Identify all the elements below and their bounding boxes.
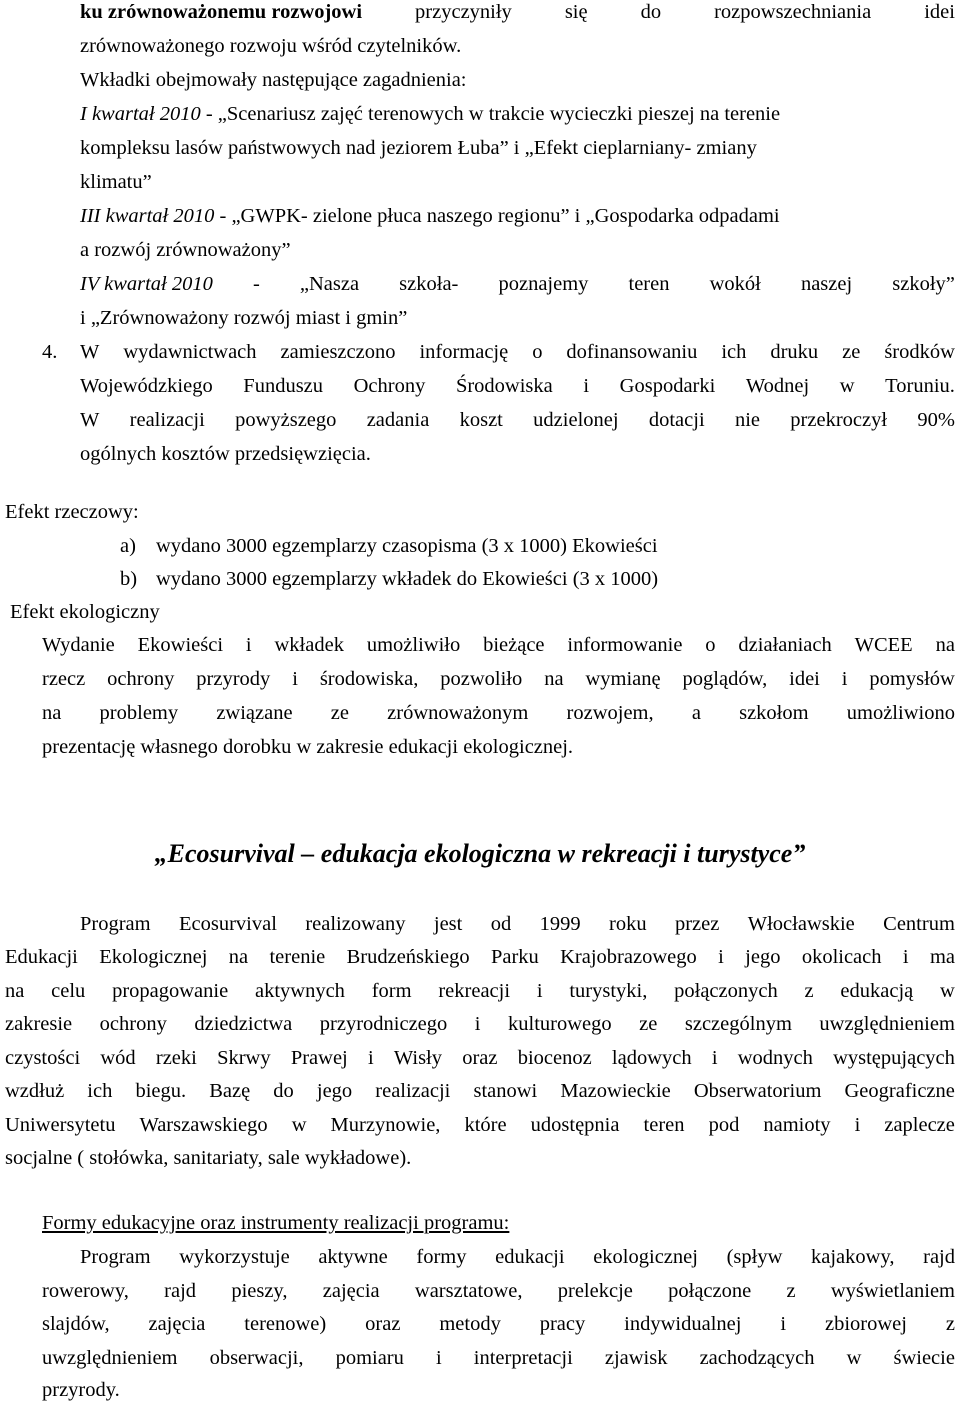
word: terenowe) [244, 1313, 327, 1335]
list-item-text: wydano 3000 egzemplarzy czasopisma (3 x 1000) Ekowieści [156, 535, 658, 557]
text-line [80, 408, 955, 432]
word: edukacji [495, 1246, 565, 1268]
text-line [80, 374, 955, 398]
word: aktywne [318, 1246, 388, 1268]
word: namioty [763, 1114, 831, 1136]
word: uwzględnieniem [819, 1013, 955, 1035]
word: wymianę [585, 668, 661, 690]
word: szkoły” [892, 273, 955, 295]
word: dofinansowaniu [566, 341, 698, 363]
word: informację [419, 341, 509, 363]
word: aktywnych [254, 980, 345, 1002]
word: i [780, 1313, 787, 1335]
list-marker: a) [120, 535, 136, 557]
list-marker: b) [120, 568, 138, 590]
word: slajdów, [42, 1313, 110, 1335]
word: prelekcje [557, 1280, 633, 1302]
word: nie [734, 409, 760, 431]
word: powyższego [235, 409, 337, 431]
list-item [120, 567, 659, 591]
text-line: i „Zrównoważony rozwój miast i gmin” [80, 307, 408, 329]
word: wzdłuż [5, 1080, 65, 1102]
word: z [804, 980, 814, 1002]
word: kajakowy, [811, 1246, 895, 1268]
text-line: zrównoważonego rozwoju wśród czytelników. [80, 35, 462, 57]
word: oraz [462, 1047, 498, 1069]
text-line [5, 1079, 955, 1103]
word: Murzynowie, [330, 1114, 441, 1136]
word: rozwojem, [566, 702, 654, 724]
word: biegu. [135, 1080, 187, 1102]
word: WCEE [854, 634, 913, 656]
word: i [474, 1013, 481, 1035]
word: edukacją [840, 980, 914, 1002]
list-item-text: wydano 3000 egzemplarzy wkładek do Ekowieści (3 x 1000) [156, 568, 659, 590]
word: na [42, 702, 62, 724]
word: środowiska, [319, 668, 419, 690]
quarter-text: - „GWPK- zielone płuca naszego regionu” i „Gospodarka odpadami [214, 205, 780, 227]
word: w [846, 1347, 862, 1369]
word: realizacji [129, 409, 205, 431]
word: i [711, 1047, 718, 1069]
word: ochrony [107, 668, 175, 690]
word: wód [100, 1047, 136, 1069]
word: wykorzystuje [179, 1246, 290, 1268]
list-item [120, 534, 658, 558]
quarter-label: IV kwartał 2010 [80, 273, 213, 295]
word: turystyki, [569, 980, 648, 1002]
word: Ecosurvival [179, 913, 277, 935]
word: - [252, 273, 260, 295]
word: indywidualnej [624, 1313, 742, 1335]
word: ze [330, 702, 349, 724]
word: zachodzących [699, 1347, 815, 1369]
efekt-ekologiczny-heading: Efekt ekologiczny [10, 601, 160, 623]
text-line [42, 633, 955, 657]
text-line [42, 1346, 955, 1370]
word: jego [316, 1080, 353, 1102]
word: Wojewódzkiego [80, 375, 213, 397]
text-line [42, 1279, 955, 1303]
word: terenie [269, 946, 326, 968]
word: Gospodarki [619, 375, 716, 397]
word: problemy [99, 702, 179, 724]
word: Warszawskiego [139, 1114, 268, 1136]
word: i [583, 375, 590, 397]
word: w [291, 1114, 307, 1136]
text-line [42, 1312, 955, 1336]
word: W [80, 341, 100, 363]
word: a [691, 702, 701, 724]
word: o [532, 341, 543, 363]
word: i [718, 946, 724, 968]
word: rekreacji [438, 980, 511, 1002]
word: przyrodniczego [319, 1013, 448, 1035]
word: i [245, 634, 252, 656]
text-line: Wkładki obejmowały następujące zagadnienia: [80, 69, 467, 91]
word: na [228, 946, 249, 968]
bold-phrase: ku zrównoważonemu rozwojowi [80, 1, 363, 23]
word: ze [842, 341, 861, 363]
text-line: kompleksu lasów państwowych nad jeziorem Łuba” i „Efekt cieplarniany- zmiany [80, 137, 757, 159]
word: Geograficzne [844, 1080, 955, 1102]
word: oraz [365, 1313, 401, 1335]
word: i [435, 1347, 442, 1369]
text-line: przyrody. [42, 1379, 120, 1401]
text-line [5, 979, 955, 1003]
word: metody [439, 1313, 501, 1335]
word: rzeki [155, 1047, 197, 1069]
word: obserwacji, [209, 1347, 304, 1369]
word: ekologicznej [593, 1246, 698, 1268]
word: i [292, 668, 298, 690]
word: Środowiska [455, 375, 553, 397]
quarter-4-line [80, 272, 955, 296]
word: przez [674, 913, 720, 935]
word: szkoła- [399, 273, 459, 295]
word: na [935, 634, 955, 656]
text-line [5, 1113, 955, 1137]
word: na [544, 668, 564, 690]
word: pod [708, 1114, 740, 1136]
word: do [273, 1080, 294, 1102]
word: propagowanie [112, 980, 229, 1002]
word: stanowi [473, 1080, 538, 1102]
word: bieżące [483, 634, 545, 656]
word: zajęcia [148, 1313, 206, 1335]
word: Program [80, 913, 151, 935]
word: z [786, 1280, 796, 1302]
word: Program [80, 1246, 151, 1268]
word: Wodnej [745, 375, 810, 397]
text-line [5, 1046, 955, 1070]
word: pomysłów [869, 668, 955, 690]
word: od [490, 913, 512, 935]
word: rajd [923, 1246, 955, 1268]
word: się [564, 1, 588, 23]
word: Edukacji [5, 946, 78, 968]
word: w [940, 980, 955, 1002]
quarter-1-line [80, 102, 780, 126]
quarter-label: I kwartał 2010 [80, 103, 201, 125]
word: udostępnia [530, 1114, 620, 1136]
word: zamieszczono [280, 341, 396, 363]
word: zjawisk [604, 1347, 668, 1369]
word: wodnych [737, 1047, 813, 1069]
word: Wydanie [42, 634, 115, 656]
word: rowerowy, [42, 1280, 129, 1302]
word: W [80, 409, 100, 431]
word: „Nasza [299, 273, 360, 295]
word: na [5, 980, 25, 1002]
word: zrównoważonym [387, 702, 529, 724]
word: ze [639, 1013, 658, 1035]
word: Uniwersytetu [5, 1114, 116, 1136]
word: związane [216, 702, 293, 724]
word: umożliwiło [366, 634, 461, 656]
word: w [839, 375, 855, 397]
word: pomiaru [335, 1347, 404, 1369]
word: ma [929, 946, 955, 968]
word: przekroczył [790, 409, 888, 431]
word: połączonych [674, 980, 778, 1002]
word: druku [770, 341, 819, 363]
word: ich [721, 341, 747, 363]
word: zaplecze [884, 1114, 955, 1136]
word: rozpowszechniania [714, 1, 872, 23]
word: Bazę [209, 1080, 251, 1102]
word: i [536, 980, 543, 1002]
word: form [371, 980, 412, 1002]
word: i [854, 1114, 861, 1136]
word: Wisły [393, 1047, 443, 1069]
word: 1999 [539, 913, 581, 935]
word: Parku [490, 946, 539, 968]
word: świecie [893, 1347, 955, 1369]
word: szczególnym [684, 1013, 792, 1035]
text-line [5, 945, 955, 969]
text-line [42, 667, 955, 691]
word: Ekowieści [137, 634, 224, 656]
word: lądowych [611, 1047, 692, 1069]
quarter-3-line [80, 204, 780, 228]
word: wokół [709, 273, 761, 295]
word: i [902, 946, 909, 968]
word: celu [51, 980, 86, 1002]
word: i [367, 1047, 374, 1069]
word: warsztatowe, [414, 1280, 523, 1302]
word: i [841, 668, 848, 690]
word: Centrum [883, 913, 955, 935]
word: wyświetlaniem [830, 1280, 955, 1302]
word: (spływ [726, 1246, 783, 1268]
word: biocenoz [517, 1047, 592, 1069]
word: szkołom [739, 702, 809, 724]
word: idei [789, 668, 820, 690]
word: interpretacji [473, 1347, 573, 1369]
word: ochrony [99, 1013, 167, 1035]
word: kulturowego [508, 1013, 612, 1035]
word: poznajemy [498, 273, 589, 295]
text-line [80, 1245, 955, 1269]
text-line [5, 1012, 955, 1036]
text-line [80, 0, 955, 24]
word: z [945, 1313, 955, 1335]
word: teren [628, 273, 670, 295]
word: o [705, 634, 716, 656]
word: uwzględnieniem [42, 1347, 178, 1369]
text-line: prezentację własnego dorobku w zakresie edukacji ekologicznej. [42, 736, 574, 758]
word: poglądów, [682, 668, 768, 690]
word: działaniach [738, 634, 832, 656]
word: teren [643, 1114, 685, 1136]
word: Obserwatorium [693, 1080, 822, 1102]
text-line: ogólnych kosztów przedsięwzięcia. [80, 443, 371, 465]
text-line [80, 912, 955, 936]
efekt-rzeczowy-heading: Efekt rzeczowy: [5, 501, 139, 523]
word: jego [745, 946, 781, 968]
word: zbiorowej [824, 1313, 907, 1335]
word: jest [433, 913, 463, 935]
word: koszt [459, 409, 503, 431]
word: dziedzictwa [194, 1013, 293, 1035]
word: naszej [800, 273, 853, 295]
text-line: socjalne ( stołówka, sanitariaty, sale wykładowe). [5, 1147, 412, 1169]
word: rajd [164, 1280, 197, 1302]
word: Włocławskie [747, 913, 855, 935]
word: rzecz [42, 668, 86, 690]
word: 90% [917, 409, 955, 431]
word: zajęcia [322, 1280, 380, 1302]
word: wkładek [274, 634, 344, 656]
word: roku [609, 913, 647, 935]
text-line: a rozwój zrównoważony” [80, 239, 291, 261]
list-number: 4. [42, 341, 58, 363]
word: pieszy, [231, 1280, 288, 1302]
word: przyczyniły [415, 1, 512, 23]
word: formy [416, 1246, 467, 1268]
word: Skrwy [217, 1047, 271, 1069]
word: do [640, 1, 662, 23]
word: okolicach [801, 946, 882, 968]
word: realizowany [305, 913, 406, 935]
word: Funduszu [243, 375, 324, 397]
word: umożliwiono [846, 702, 955, 724]
word: pracy [539, 1313, 586, 1335]
text-line [42, 701, 955, 725]
quarter-label: III kwartał 2010 [80, 205, 215, 227]
word: realizacji [375, 1080, 451, 1102]
word: Ekologicznej [99, 946, 208, 968]
word: Mazowieckie [560, 1080, 671, 1102]
word: zadania [366, 409, 430, 431]
word: czystości [5, 1047, 81, 1069]
section-title: „Ecosurvival – edukacja ekologiczna w rekreacji i turystyce” [154, 839, 806, 868]
word: przyrody [196, 668, 271, 690]
text-line: klimatu” [80, 171, 152, 193]
word: które [464, 1114, 507, 1136]
word: informowanie [567, 634, 683, 656]
word: idei [924, 1, 955, 23]
word: Brudzeńskiego [346, 946, 470, 968]
word: dotacji [648, 409, 705, 431]
word: wydawnictwach [123, 341, 257, 363]
word: połączone [668, 1280, 752, 1302]
formy-heading: Formy edukacyjne oraz instrumenty realizacji programu: [42, 1212, 510, 1234]
word: Toruniu. [885, 375, 955, 397]
word: Ochrony [353, 375, 426, 397]
word: występujących [833, 1047, 955, 1069]
quarter-text: - „Scenariusz zajęć terenowych w trakcie wycieczki pieszej na terenie [200, 103, 781, 125]
word: zakresie [5, 1013, 73, 1035]
word: Krajobrazowego [560, 946, 697, 968]
word: pozwoliło [440, 668, 523, 690]
text-line [80, 340, 955, 364]
word: ich [87, 1080, 113, 1102]
word: udzielonej [533, 409, 619, 431]
word: środków [884, 341, 955, 363]
word: Prawej [290, 1047, 348, 1069]
